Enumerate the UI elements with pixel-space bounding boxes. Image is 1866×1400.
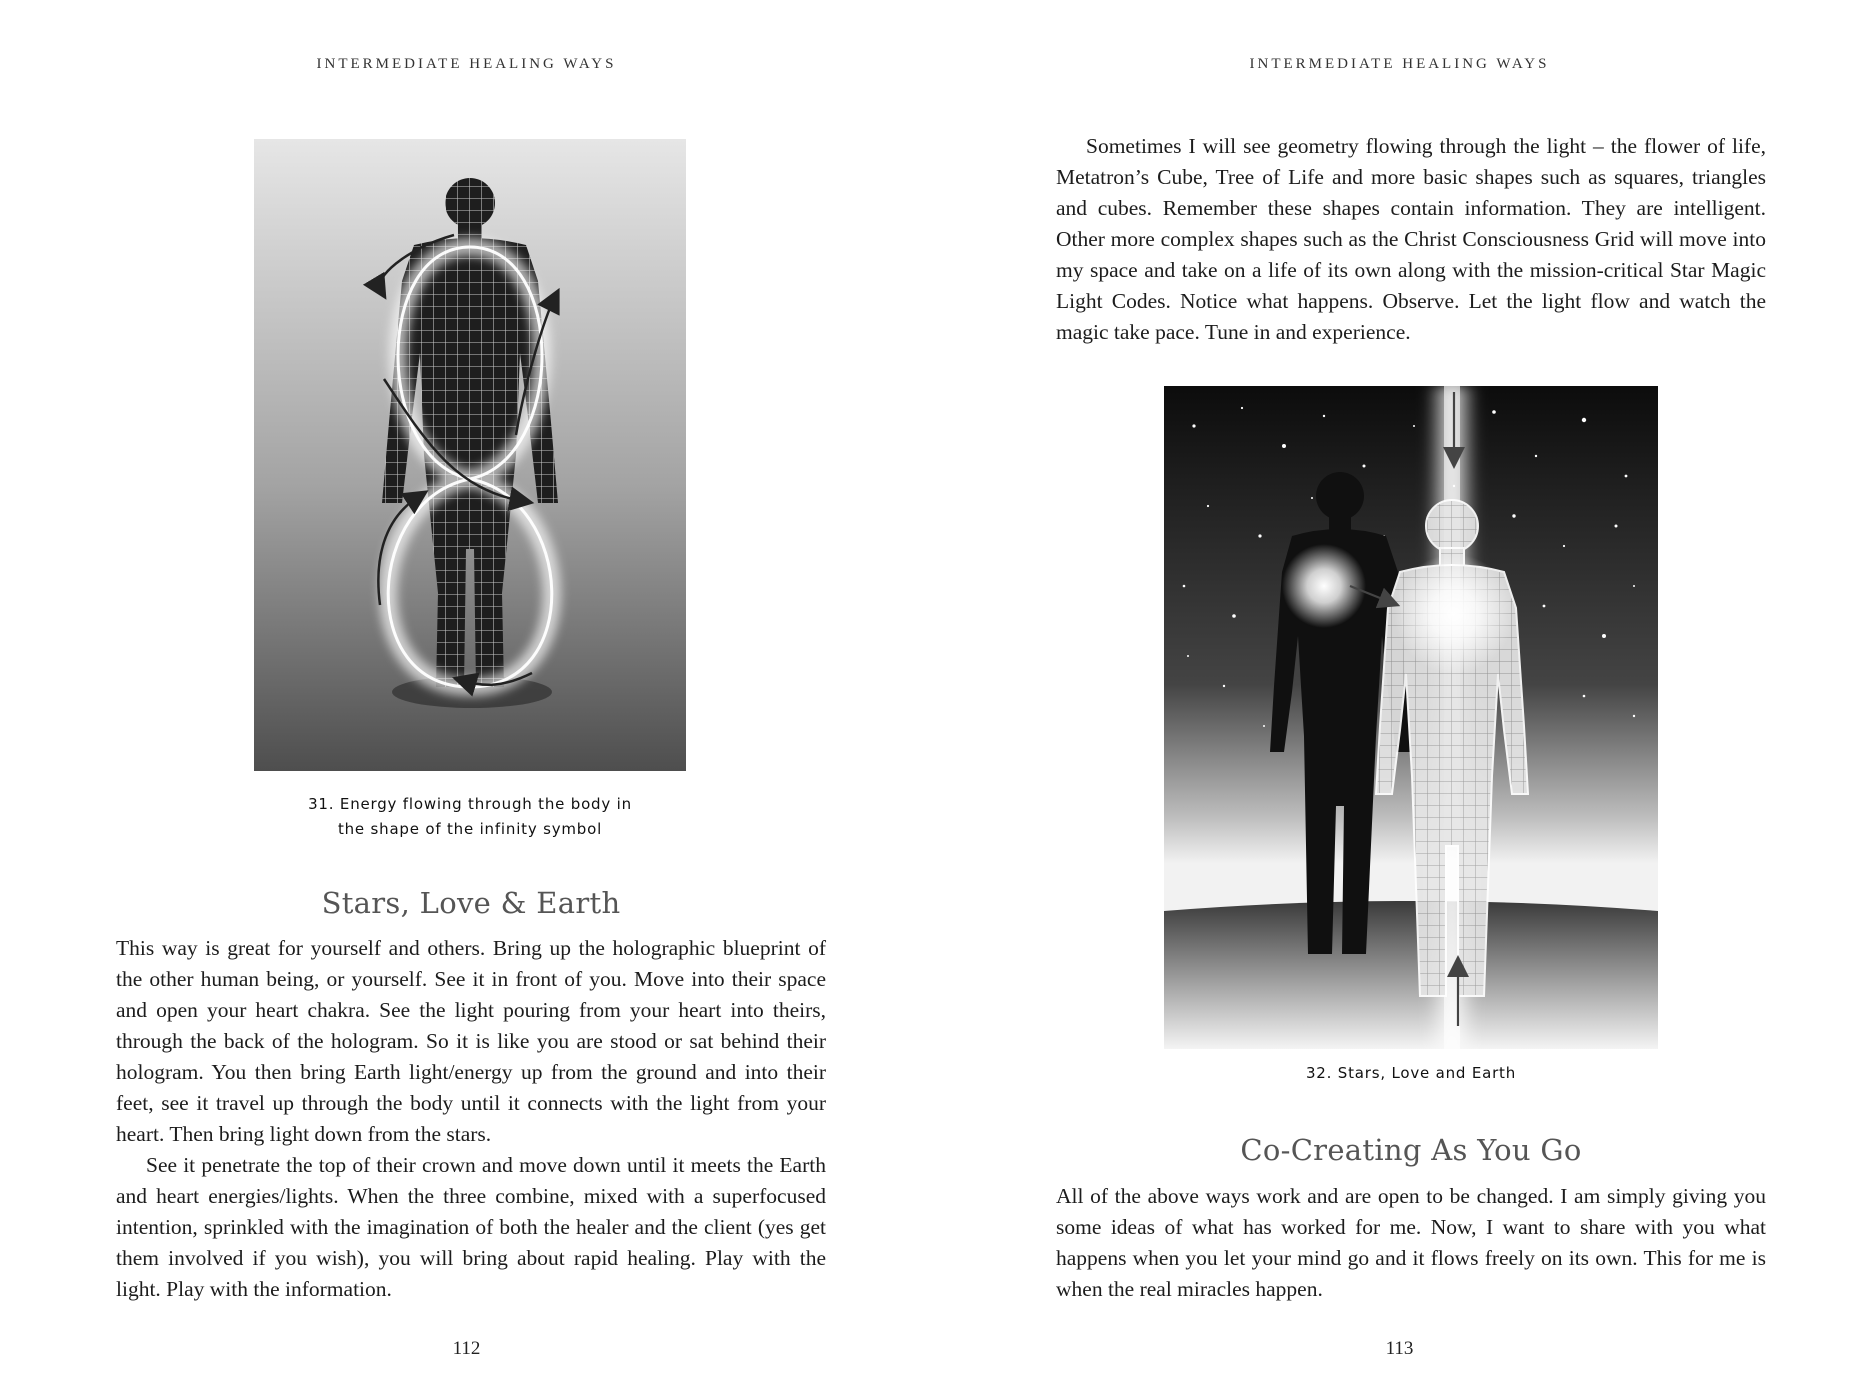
- paragraph: See it penetrate the top of their crown and move down until it meets the Earth and heart energies/lights. When the three combine, mixed with a superfocused intention, sprinkled with the imagination of both the healer and the client (yes get them involved if you wish), you will bring about rapid healing. Play with the light. Play with the information.: [116, 1153, 826, 1301]
- body-text: [1056, 1181, 1766, 1305]
- infinity-body-illustration: [254, 139, 686, 771]
- figure-caption: [254, 792, 686, 842]
- figure-infinity-energy: [254, 139, 686, 771]
- caption-line: 32. Stars, Love and Earth: [1305, 1064, 1517, 1082]
- page-number: 113: [1385, 1338, 1414, 1359]
- paragraph: All of the above ways work and are open to be changed. I am simply giving you some ideas of what has worked for me. Now, I want to share with you what happens when you let your mind go and it flows freely on its own. This for me is when the real miracles happen.: [1056, 1184, 1766, 1301]
- stars-love-earth-illustration: [1164, 386, 1658, 1049]
- figure-caption: [1164, 1061, 1658, 1086]
- right-page: [933, 0, 1866, 1400]
- section-heading: Co-Creating As You Go: [1240, 1133, 1582, 1167]
- caption-line: the shape of the infinity symbol: [337, 820, 603, 838]
- body-text: [116, 933, 826, 1305]
- page-number: 112: [452, 1338, 481, 1359]
- section-heading: Stars, Love & Earth: [321, 886, 621, 920]
- running-head: INTERMEDIATE HEALING WAYS: [1249, 56, 1550, 72]
- running-head: INTERMEDIATE HEALING WAYS: [316, 56, 617, 72]
- paragraph: This way is great for yourself and others. Bring up the holographic blueprint of the other human being, or yourself. See it in front of you. Move into their space and open your heart chakra. See the light pouring from your heart into theirs, through the back of the hologram. So it is like you are stood or sat behind their hologram. You then bring Earth light/energy up from the ground and into their feet, see it travel up through the body until it connects with the light from your heart. Then bring light down from the stars.: [116, 936, 826, 1146]
- caption-line: 31. Energy flowing through the body in: [308, 795, 632, 813]
- paragraph: Sometimes I will see geometry flowing through the light – the flower of life, Metatron’s Cube, Tree of Life and more basic shapes such as squares, triangles and cubes. Remember these shapes contain information. They are intelligent. Other more complex shapes such as the Christ Consciousness Grid will move into my space and take on a life of its own along with the mission-critical Star Magic Light Codes. Notice what happens. Observe. Let the light flow and watch the magic take pace. Tune in and experience.: [1056, 134, 1766, 344]
- body-text: [1056, 131, 1766, 348]
- figure-stars-love-earth: [1164, 386, 1658, 1049]
